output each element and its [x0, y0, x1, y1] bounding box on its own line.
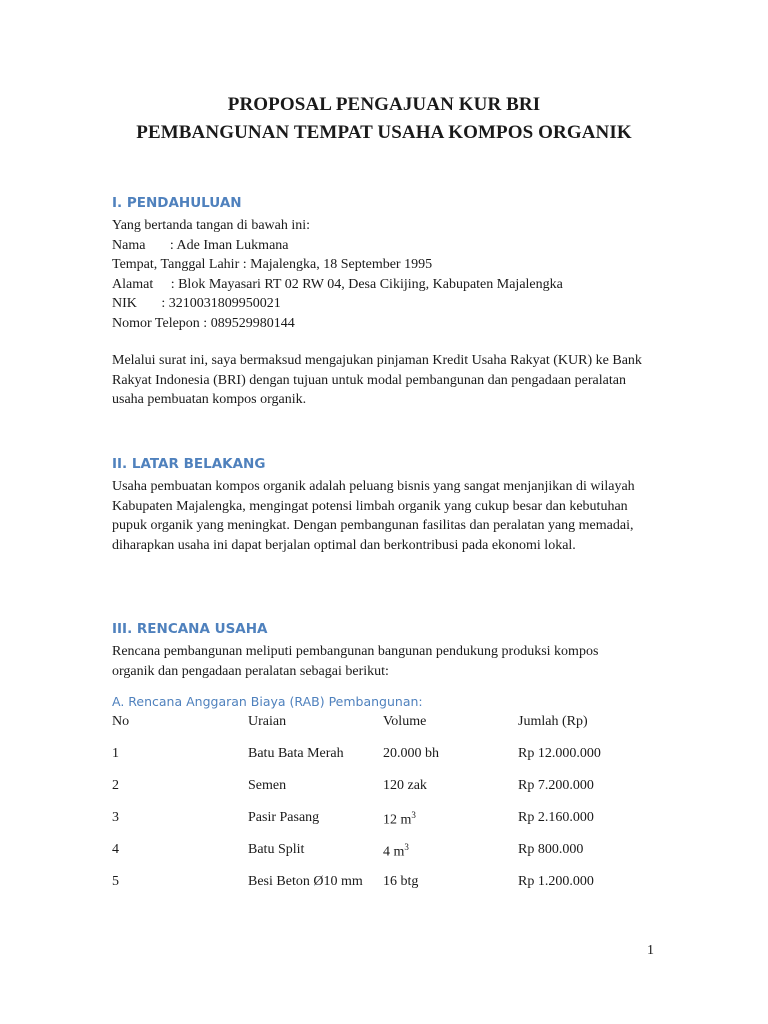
row-volume: 16 btg [383, 874, 419, 889]
section-heading-latar-belakang: II. LATAR BELAKANG [112, 456, 266, 472]
row-jumlah: Rp 7.200.000 [518, 778, 594, 793]
row-jumlah: Rp 2.160.000 [518, 810, 594, 825]
field-nik: NIK : 3210031809950021 [112, 296, 281, 311]
row-jumlah: Rp 1.200.000 [518, 874, 594, 889]
row-volume-superscript: 3 [411, 810, 416, 820]
header-volume: Volume [383, 714, 427, 729]
row-no: 5 [112, 874, 119, 889]
latar-belakang-paragraph-text: Usaha pembuatan kompos organik adalah peluang bisnis yang sangat menjanjikan di wilayah Kabupaten Majalengka, mengingat potensi limbah organik yang cukup besar dan kebutuhan pupuk organik yang meningkat. Dengan pembangunan fasilitas dan peralatan yang memadai, diharapkan usaha ini dapat berjalan optimal dan berkontribusi pada ekonomi lokal. [112, 479, 635, 553]
header-jumlah: Jumlah (Rp) [518, 714, 588, 729]
row-no: 2 [112, 778, 119, 793]
field-alamat: Alamat : Blok Mayasari RT 02 RW 04, Desa Cikijing, Kabupaten Majalengka [112, 276, 563, 292]
row-no: 4 [112, 842, 119, 857]
row-uraian: Batu Split [248, 842, 305, 857]
row-uraian: Batu Bata Merah [248, 746, 344, 761]
row-volume: 120 zak [383, 778, 427, 793]
row-volume-value: 4 m [383, 844, 405, 860]
row-no: 3 [112, 810, 119, 825]
rab-subheading: A. Rencana Anggaran Biaya (RAB) Pembangunan: [112, 694, 423, 709]
field-ttl: Tempat, Tanggal Lahir : Majalengka, 18 September 1995 [112, 257, 433, 272]
row-volume-superscript: 3 [404, 842, 409, 852]
document-title-line-1: PROPOSAL PENGAJUAN KUR BRI [227, 94, 541, 115]
row-uraian: Semen [248, 778, 287, 793]
field-nama: Nama : Ade Iman Lukmana [112, 237, 289, 253]
header-no: No [112, 714, 130, 729]
header-uraian: Uraian [248, 714, 287, 729]
section-heading-rencana-usaha: III. RENCANA USAHA [112, 621, 268, 637]
intro-text: Yang bertanda tangan di bawah ini: [112, 218, 311, 233]
pendahuluan-paragraph [112, 351, 642, 410]
row-no: 1 [112, 746, 119, 761]
row-jumlah: Rp 800.000 [518, 842, 584, 857]
latar-belakang-paragraph [112, 477, 642, 555]
row-uraian: Pasir Pasang [248, 810, 320, 825]
pendahuluan-paragraph-text: Melalui surat ini, saya bermaksud mengajukan pinjaman Kredit Usaha Rakyat (KUR) ke Bank Rakyat Indonesia (BRI) dengan tujuan untuk modal pembangunan dan pengadaan peralatan usaha pembuatan kompos organik. [112, 353, 642, 407]
document-title-line-2: PEMBANGUNAN TEMPAT USAHA KOMPOS ORGANIK [136, 122, 632, 143]
rencana-usaha-paragraph [112, 642, 642, 681]
field-telepon: Nomor Telepon : 089529980144 [112, 315, 295, 331]
row-volume [383, 810, 416, 829]
row-volume [383, 842, 409, 861]
row-volume: 20.000 bh [383, 746, 439, 761]
row-volume-value: 12 m [383, 812, 412, 828]
page-number: 1 [647, 943, 654, 958]
row-uraian: Besi Beton Ø10 mm [248, 874, 363, 889]
rencana-usaha-paragraph-text: Rencana pembangunan meliputi pembangunan bangunan pendukung produksi kompos organik dan pengadaan peralatan sebagai berikut: [112, 644, 599, 679]
row-jumlah: Rp 12.000.000 [518, 746, 601, 761]
section-heading-pendahuluan: I. PENDAHULUAN [112, 195, 242, 211]
